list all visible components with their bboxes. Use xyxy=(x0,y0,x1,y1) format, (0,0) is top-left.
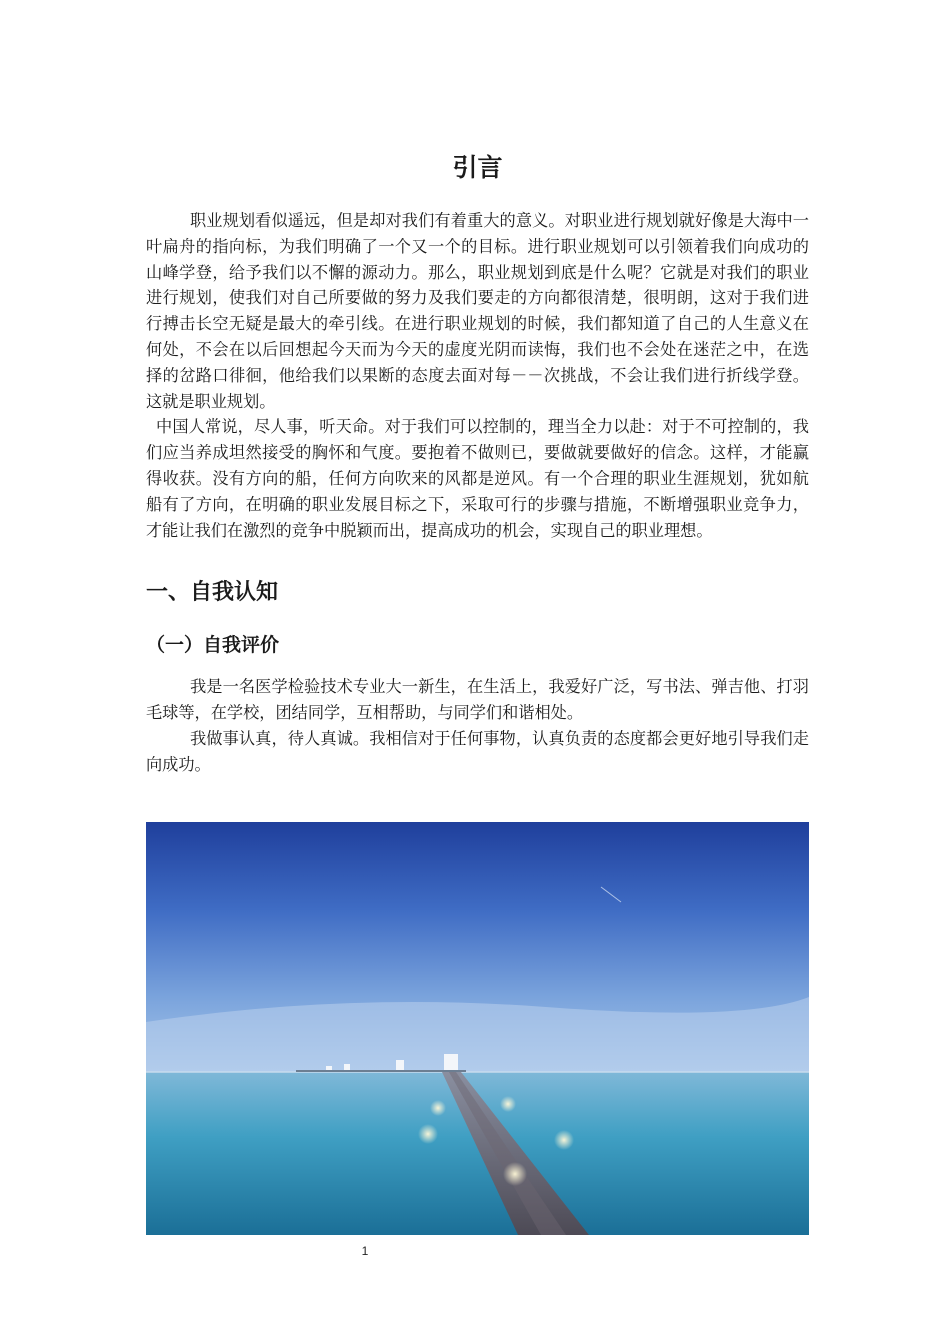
pier-sea-photo xyxy=(146,822,809,1235)
page-number: 1 xyxy=(361,1244,369,1258)
section-heading-self-cognition: 一、自我认知 xyxy=(146,580,279,606)
self-evaluation-paragraph-1: 我是一名医学检验技术专业大一新生，在生活上，我爱好广泛，写书法、弹吉他、打羽毛球等，在学校，团结同学，互相帮助，与同学们和谐相处。 xyxy=(146,677,809,723)
intro-paragraph-1: 职业规划看似遥远，但是却对我们有着重大的意义。对职业进行规划就好像是大海中一叶扁舟的指向标，为我们明确了一个又一个的目标。进行职业规划可以引领着我们向成功的山峰学登，给予我们以不懈的源动力。那么，职业规划到底是什么呢？它就是对我们的职业进行规划，使我们对自己所要做的努力及我们要走的方向都很清楚，很明朗，这对于我们进行搏击长空无疑是最大的牵引线。在进行职业规划的时候，我们都知道了自己的人生意义在何处，不会在以后回想起今天而为今天的虚度光阴而读悔，我们也不会处在迷茫之中，在选择的岔路口徘徊，他给我们以果断的态度去面对每－－次挑战，不会让我们进行折线学登。这就是职业规划。 xyxy=(146,211,809,411)
self-evaluation-paragraph-2: 我做事认真，待人真诚。我相信对于任何事物，认真负责的态度都会更好地引导我们走向成功。 xyxy=(146,728,809,774)
intro-paragraph-2: 中国人常说，尽人事，听天命。对于我们可以控制的，理当全力以赴：对于不可控制的，我们应当养成坦然接受的胸怀和气度。要抱着不做则已，要做就要做好的信念。这样，才能赢得收获。没有方向的船，任何方向吹来的风都是逆风。有一个合理的职业生涯规划，犹如航船有了方向，在明确的职业发展目标之下，采取可行的步骤与措施，不断增强职业竞争力，才能让我们在激烈的竞争中脱颖而出，提高成功的机会，实现自己的职业理想。 xyxy=(146,417,809,540)
page-content xyxy=(146,150,809,778)
subsection-heading-self-evaluation: （一）自我评价 xyxy=(146,634,280,657)
page-title: 引言 xyxy=(452,153,503,182)
